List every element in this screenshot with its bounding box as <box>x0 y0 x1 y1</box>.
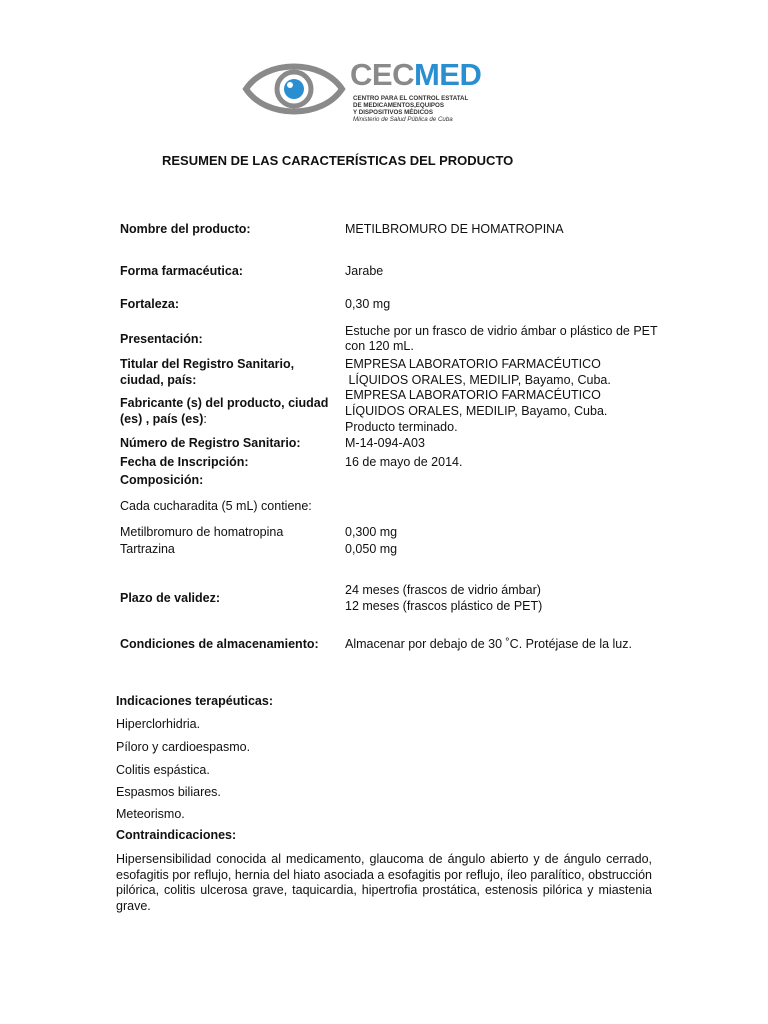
document-title: RESUMEN DE LAS CARACTERÍSTICAS DEL PRODUCTO <box>162 153 514 168</box>
label-validez: Plazo de validez: <box>120 591 221 605</box>
brand-tagline-4: Ministerio de Salud Pública de Cuba <box>353 116 453 123</box>
value-registro: M-14-094-A03 <box>345 436 425 450</box>
indicacion-item: Espasmos biliares. <box>116 785 221 799</box>
label-fabricante-line1: Fabricante (s) del producto, ciudad <box>120 396 329 410</box>
label-forma: Forma farmacéutica: <box>120 264 243 278</box>
composition-item-amount: 0,300 mg <box>345 525 398 539</box>
label-nombre: Nombre del producto: <box>120 222 251 236</box>
label-inscripcion: Fecha de Inscripción: <box>120 455 249 469</box>
label-fabricante-colon: : <box>203 412 207 426</box>
value-almacenamiento: Almacenar por debajo de 30 ˚C. Protéjase de la luz. <box>345 637 632 651</box>
label-registro: Número de Registro Sanitario: <box>120 436 301 450</box>
composition-item-amount: 0,050 mg <box>345 542 398 556</box>
value-titular-line1: EMPRESA LABORATORIO FARMACÉUTICO <box>345 357 601 371</box>
value-fabricante-line1: EMPRESA LABORATORIO FARMACÉUTICO <box>345 388 601 402</box>
value-presentacion-line2: con 120 mL. <box>345 339 414 353</box>
label-fabricante-line2-bold: (es) , país (es) <box>120 412 204 426</box>
indicaciones-heading: Indicaciones terapéuticas: <box>116 694 274 708</box>
brand-blue: MED <box>413 57 482 92</box>
value-nombre: METILBROMURO DE HOMATROPINA <box>345 222 564 236</box>
label-titular-line2: ciudad, país: <box>120 373 197 387</box>
value-forma: Jarabe <box>345 264 384 278</box>
brand-tagline-3: Y DISPOSITIVOS MÉDICOS <box>353 109 433 116</box>
label-fortaleza: Fortaleza: <box>120 297 180 311</box>
label-composicion: Composición: <box>120 473 204 487</box>
composition-intro: Cada cucharadita (5 mL) contiene: <box>120 499 312 513</box>
indicacion-item: Píloro y cardioespasmo. <box>116 740 251 754</box>
value-validez-line1: 24 meses (frascos de vidrio ámbar) <box>345 583 541 597</box>
value-validez-line2: 12 meses (frascos plástico de PET) <box>345 599 543 613</box>
label-presentacion: Presentación: <box>120 332 203 346</box>
brand-gray: CEC <box>350 57 414 92</box>
indicacion-item: Colitis espástica. <box>116 763 210 777</box>
value-presentacion-line1: Estuche por un frasco de vidrio ámbar o plástico de PET <box>345 324 658 338</box>
label-fabricante-line2 <box>120 412 207 428</box>
indicacion-item: Meteorismo. <box>116 807 185 821</box>
cecmed-logo <box>242 53 492 129</box>
composition-item-name: Tartrazina <box>120 542 175 556</box>
contraindicaciones-heading: Contraindicaciones: <box>116 828 237 842</box>
indicacion-item: Hiperclorhidria. <box>116 717 201 731</box>
brand-name <box>350 59 481 91</box>
value-fortaleza: 0,30 mg <box>345 297 391 311</box>
value-inscripcion: 16 de mayo de 2014. <box>345 455 463 469</box>
brand-tagline-1: CENTRO PARA EL CONTROL ESTATAL <box>353 95 469 102</box>
contraindicaciones-text: Hipersensibilidad conocida al medicamento, glaucoma de ángulo abierto y de ángulo cerrado, esofagitis por reflujo, hernia del hiato asociada a esofagitis por reflujo, íleo paralítico, obstrucción pilórica, colitis ulcerosa grave, taquicardia, hipertrofia prostática, estenosis pilórica y miastenia grave. <box>116 852 652 913</box>
value-titular-line2: LÍQUIDOS ORALES, MEDILIP, Bayamo, Cuba. <box>345 373 611 387</box>
eye-icon <box>242 57 346 121</box>
label-titular-line1: Titular del Registro Sanitario, <box>120 357 295 371</box>
value-fabricante-line2: LÍQUIDOS ORALES, MEDILIP, Bayamo, Cuba. <box>345 404 608 418</box>
label-almacenamiento: Condiciones de almacenamiento: <box>120 637 319 651</box>
brand-tagline-2: DE MEDICAMENTOS,EQUIPOS <box>353 102 444 109</box>
composition-item-name: Metilbromuro de homatropina <box>120 525 284 539</box>
value-fabricante-line3: Producto terminado. <box>345 420 458 434</box>
